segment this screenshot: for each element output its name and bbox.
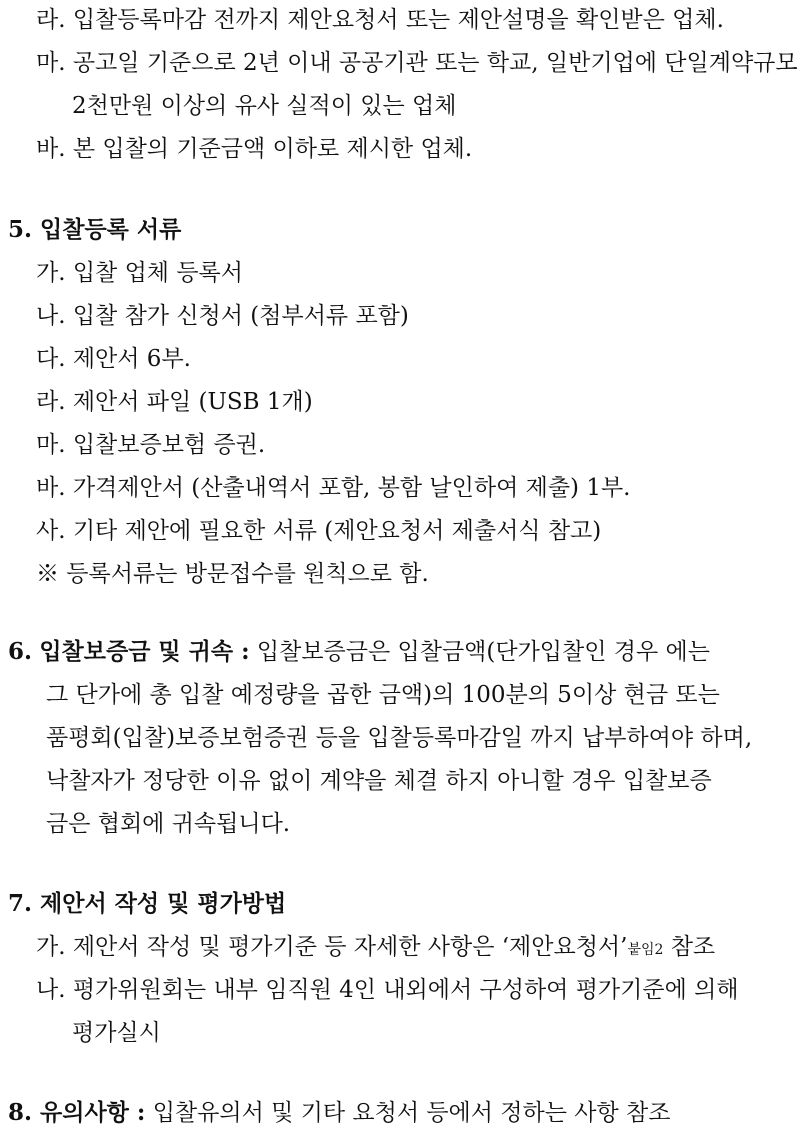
section-5-item-4: 라. 제안서 파일 (USB 1개) xyxy=(36,389,313,415)
section-7-item-2: 나. 평가위원회는 내부 임직원 4인 내외에서 구성하여 평가기준에 의해 xyxy=(36,977,739,1003)
section-5-item-1: 가. 입찰 업체 등록서 xyxy=(36,260,243,286)
section-7-heading: 7. 제안서 작성 및 평가방법 xyxy=(8,890,287,917)
section-7-item-2-cont: 평가실시 xyxy=(72,1020,161,1046)
section-7-item-1-attachment: 붙임2 xyxy=(627,942,664,958)
section-5-note: ※ 등록서류는 방문접수를 원칙으로 함. xyxy=(36,561,429,587)
section-5-item-3: 다. 제안서 6부. xyxy=(36,346,191,372)
section-6-line-3: 품평회(입찰)보증보험증권 등을 입찰등록마감일 까지 납부하여야 하며, xyxy=(46,725,753,751)
section-5-item-7: 사. 기타 제안에 필요한 서류 (제안요청서 제출서식 참고) xyxy=(36,518,602,544)
section-5-item-5: 마. 입찰보증보험 증권. xyxy=(36,432,266,458)
section-6-line-1: 입찰보증금은 입찰금액(단가입찰인 경우 에는 xyxy=(256,639,710,665)
section-6-number: 6. xyxy=(8,638,33,665)
section-8-text: 입찰유의서 및 기타 요청서 등에서 정하는 사항 참조 xyxy=(145,1100,671,1126)
section-6-line-5: 금은 협회에 귀속됩니다. xyxy=(46,811,291,837)
section-7-item-1 xyxy=(36,931,715,963)
section-6-line-4: 낙찰자가 정당한 이유 없이 계약을 체결 하지 아니할 경우 입찰보증 xyxy=(46,768,712,794)
section-5-heading: 5. 입찰등록 서류 xyxy=(8,216,182,243)
section-6-paragraph xyxy=(8,630,788,846)
item-ba-top: 바. 본 입찰의 기준금액 이하로 제시한 업체. xyxy=(36,136,473,162)
item-ma-top: 마. 공고일 기준으로 2년 이내 공공기관 또는 학교, 일반기업에 단일계약규모 xyxy=(36,50,798,76)
section-5-item-6: 바. 가격제안서 (산출내역서 포함, 봉함 날인하여 제출) 1부. xyxy=(36,475,631,501)
section-6-title: 입찰보증금 및 귀속 : xyxy=(39,638,250,665)
section-8-title: 8. 유의사항 : xyxy=(8,1099,146,1126)
section-7-item-1-tail: 참조 xyxy=(663,934,716,960)
section-5-item-2: 나. 입찰 참가 신청서 (첨부서류 포함) xyxy=(36,303,409,329)
item-ra-top: 라. 입찰등록마감 전까지 제안요청서 또는 제안설명을 확인받은 업체. xyxy=(36,7,724,33)
section-8 xyxy=(8,1097,670,1129)
section-6-line-2: 그 단가에 총 입찰 예정량을 곱한 금액)의 100분의 5이상 현금 또는 xyxy=(46,682,720,708)
item-ma-top-cont: 2천만원 이상의 유사 실적이 있는 업체 xyxy=(72,93,457,119)
section-7-item-1-text: 가. 제안서 작성 및 평가기준 등 자세한 사항은 ‘제안요청서’ xyxy=(36,934,628,960)
